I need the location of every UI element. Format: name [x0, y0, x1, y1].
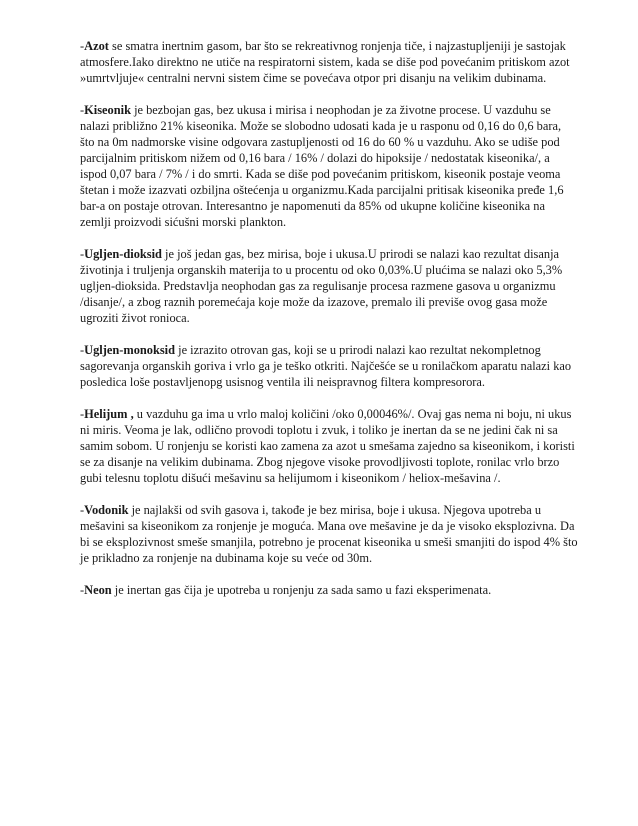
term-ugljen-dioksid: Ugljen-dioksid [84, 247, 162, 261]
paragraph-vodonik [80, 502, 578, 566]
paragraph-prefix: - [80, 343, 85, 357]
paragraph-prefix: - [80, 583, 85, 597]
paragraph-text: se smatra inertnim gasom, bar što se rekreativnog ronjenja tiče, i najzastupljeniji je sastojak atmosfere.Iako direktno ne utiče na respiratorni sistem, kada se diše pod povećanim pritiskom azot »umrtvljuje« centralni nervni sistem čime se povećava otpor pri disanju na velikim dubinama. [80, 39, 570, 85]
paragraph-ugljen-dioksid [80, 246, 578, 326]
term-azot: Azot [84, 39, 109, 53]
term-ugljen-monoksid: Ugljen-monoksid [84, 343, 176, 357]
paragraph-prefix: - [80, 503, 85, 517]
paragraph-text: je izrazito otrovan gas, koji se u prirodi nalazi kao rezultat nekompletnog sagorevanja organskih goriva i vrlo ga je teško otkriti. Najčešće se u ronilačkom aparatu nalazi kao posledica loše postavljenopg usisnog ventila ili neispravnog filtera kompresorora. [80, 343, 572, 389]
paragraph-prefix: - [80, 407, 85, 421]
paragraph-text: je inertan gas čija je upotreba u ronjenju za sada samo u fazi eksperimenata. [111, 583, 492, 597]
paragraph-text: u vazduhu ga ima u vrlo maloj količini /oko 0,00046%/. Ovaj gas nema ni boju, ni ukus ni miris. Veoma je lak, odlično provodi toplotu i zvuk, i toliko je inertan da se ne jedini čak ni sa samim sobom. U ronjenju se koristi kao zamena za azot u smešama zajedno sa kiseonikom, i koristi se za disanje na velikim dubinama. Zbog njegove visoke provodljivosti toplote, ronilac vrlo brzo gubi telesnu toplotu dišući mešavinu sa helijumom i kiseonikom / heliox-mešavina /. [80, 407, 575, 485]
term-helijum: Helijum , [84, 407, 134, 421]
paragraph-prefix: - [80, 39, 85, 53]
document-page [80, 38, 578, 614]
term-neon: Neon [84, 583, 112, 597]
paragraph-helijum [80, 406, 578, 486]
paragraph-text: je bezbojan gas, bez ukusa i mirisa i neophodan je za životne procese. U vazduhu se nalazi približno 21% kiseonika. Može se slobodno udosati kada je u rasponu od 0,16 do 0,6 bara, što na 0m nadmorske visine odgovara zastupljenosti od 16 do 60 % u vazduhu. Ako se udiše pod parcijalnim pritiskom nižem od 0,16 bara / 16% / dolazi do hipoksije / nedostatak kiseonika/, a ispod 0,07 bara / 7% / i do smrti. Kada se diše pod povećanim pritiskom, kiseonik postaje veoma štetan i može izazvati ozbiljna oštećenja u organizmu.Kada parcijalni pritisak kiseonika pređe 1,6 bar-a on postaje otrovan. Interesantno je napomenuti da 85% od ukupne količine kiseonika na zemlji proizvodi sićušni morski plankton. [80, 103, 564, 229]
paragraph-neon [80, 582, 578, 598]
term-kiseonik: Kiseonik [84, 103, 131, 117]
paragraph-kiseonik [80, 102, 578, 230]
paragraph-azot [80, 38, 578, 86]
paragraph-text: je najlakši od svih gasova i, takođe je bez mirisa, boje i ukusa. Njegova upotreba u mešavini sa kiseonikom za ronjenje je moguća. Mana ove mešavine je da je visoko eksplozivna. Da bi se eksplozivnost smeše smanjila, potrebno je procenat kiseonika u smeši smanjiti do ispod 4% što je prikladno za ronjenje na dubinama koje su veće od 30m. [80, 503, 578, 565]
term-vodonik: Vodonik [84, 503, 129, 517]
paragraph-text: je još jedan gas, bez mirisa, boje i ukusa.U prirodi se nalazi kao rezultat disanja životinja i truljenja organskih materija to u procentu od oko 0,03%.U plućima se nalazi oko 5,3% ugljen-dioksida. Predstavlja neophodan gas za regulisanje procesa razmene gasova u organizmu /disanje/, a zbog raznih poremećaja koje može da izazove, premalo ili previše ovog gasa može ugroziti život ronioca. [80, 247, 563, 325]
paragraph-ugljen-monoksid [80, 342, 578, 390]
paragraph-prefix: - [80, 103, 85, 117]
paragraph-prefix: - [80, 247, 85, 261]
